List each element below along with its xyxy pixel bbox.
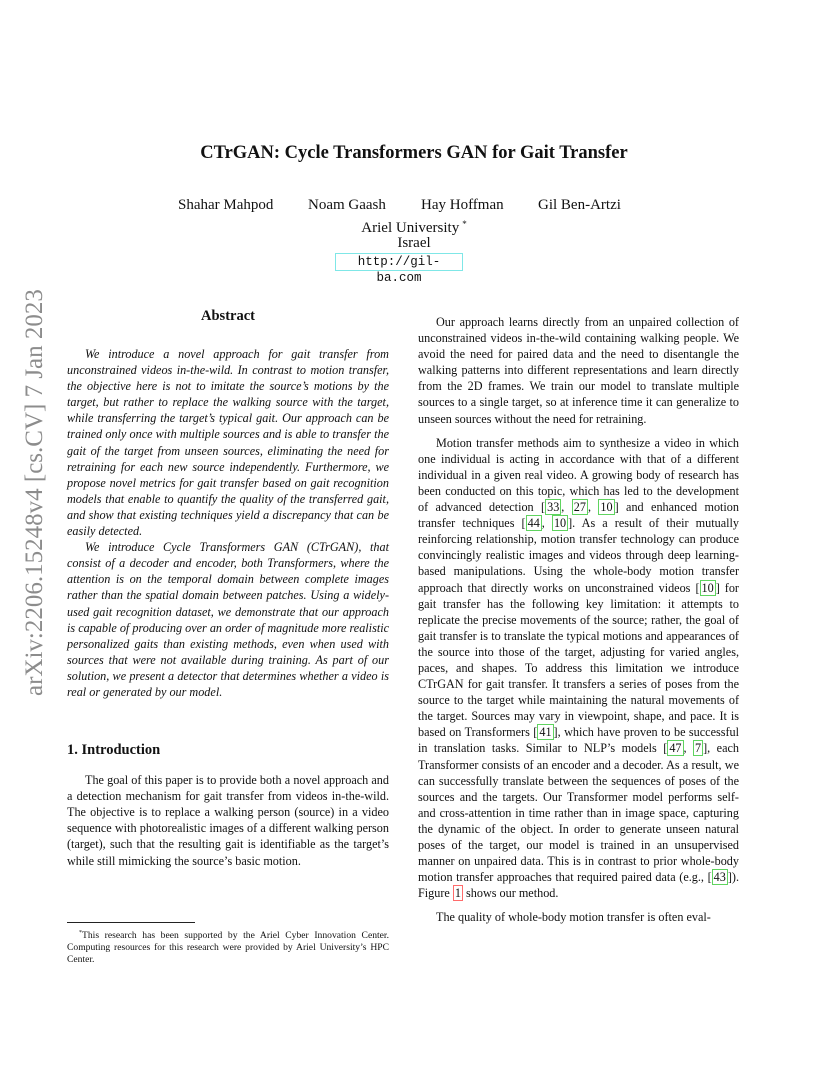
citation-link[interactable]: 41 <box>539 725 552 740</box>
introduction-paragraph: The goal of this paper is to provide both a novel approach and a detection mechanism for gait transfer from videos in-the-wild. The objective is to replace a walking person (source) in a video sequence with photorealistic images of a different walking person (target), such that the resulting gait is identifiable as the target’s while still mimicking the source’s basic motion. <box>67 773 389 868</box>
introduction-heading: 1. Introduction <box>67 742 161 759</box>
footnote-divider <box>67 922 195 923</box>
paper-title: CTrGAN: Cycle Transformers GAN for Gait Transfer <box>200 143 628 163</box>
abstract-paragraph: We introduce Cycle Transformers GAN (CTrGAN), that consist of a decoder and encoder, both Transformers, where the attention is on the temporal domain between complete images rather than the spatial domain between patches. Using a widely-used gait recognition dataset, we demonstrate that our approach is capable of producing over an order of magnitude more realistic personalized gaits than existing methods, even when used with sources that were not available during training. As part of our solution, we present a detector that determines whether a video is real or generated by our model. <box>67 540 389 699</box>
footnote-marker[interactable]: * <box>462 219 467 229</box>
citation-link[interactable]: 10 <box>600 500 613 515</box>
right-column <box>418 314 739 925</box>
citation-link[interactable]: 10 <box>701 580 714 595</box>
citation-link[interactable]: 33 <box>547 500 560 515</box>
figure-reference-link[interactable]: 1 <box>454 886 461 901</box>
arxiv-identifier: arXiv:2206.15248v4 [cs.CV] 7 Jan 2023 <box>21 289 48 696</box>
author-name: Noam Gaash <box>308 197 386 213</box>
footnote-mark: * <box>79 930 82 936</box>
citation-link[interactable]: 47 <box>669 741 682 756</box>
body-paragraph: Our approach learns directly from an unpaired collection of unconstrained videos in-the-wild containing walking people. We avoid the need for paired data and the need to disentangle the walking patterns into different representations and learn directly from the 2D frames. We train our model to translate multiple sources to a single target, so at inference time it can generalize to unseen sources without the need for retraining. <box>418 315 739 426</box>
abstract-heading: Abstract <box>201 308 255 324</box>
citation-link[interactable]: 10 <box>553 516 567 531</box>
homepage-link[interactable]: http://gil-ba.com <box>335 253 463 271</box>
author-name: Hay Hoffman <box>421 197 504 213</box>
author-name: Gil Ben-Artzi <box>538 197 621 213</box>
footnote-text: This research has been supported by the Ariel Cyber Innovation Center. Computing resources for this research were provided by Ariel University’s HPC Center. <box>67 930 389 966</box>
citation-link[interactable]: 43 <box>713 870 726 885</box>
footnote <box>67 927 389 967</box>
country: Israel <box>397 235 431 251</box>
body-paragraph: The quality of whole-body motion transfer is often eval- <box>436 910 711 925</box>
affiliation-name: Ariel University <box>361 220 460 236</box>
abstract-paragraph: We introduce a novel approach for gait transfer from unconstrained videos in-the-wild. In contrast to motion transfer, the objective here is not to imitate the source’s motions by the target, but rather to replace the walking source with the target, while transferring the target’s typical gait. Our approach can be trained only once with multiple sources and is able to transfer the gait of the target from unseen sources, eliminating the need for retraining for each new source independently. Furthermore, we propose novel metrics for gait transfer based on gait recognition models that enable to quantify the quality of the transferred gait, and show that existing techniques yield a discrepancy that can be easily detected. <box>67 347 389 539</box>
left-column <box>67 306 389 869</box>
citation-link[interactable]: 44 <box>527 516 540 531</box>
citation-link[interactable]: 7 <box>695 741 702 756</box>
abstract-section <box>67 306 389 700</box>
author-list <box>150 195 678 215</box>
body-paragraph: Motion transfer methods aim to synthesize a video in which one individual is acting in accordance with that of a different individual in a given real video. A growing body of research has been conducted on this topic, which has led to the development of advanced detection [ 33 , 27 , 10 ] and enhanced motion transfer techniques [ 44 , 10 ]. As a result of their mutually reinforcing relationship, motion transfer technology can produce convincingly realistic images and videos through deep learning-based manipulations. Using the whole-body motion transfer approach that directly works on unconstrained videos [ 10 ] for gait transfer has the following key limitation: it attempts to replicate the precise movements of the source; rather, the goal of gait transfer is to translate the typical motions and appearances of the source into those of the target, adjusting for varied angles, paces, and shapes. To address this limitation we introduce CTrGAN for gait transfer. It transfers a series of poses from the source to the target while maintaining the natural movements of the target. Sources may vary in viewpoint, shape, and pace. It is based on Transformers [ 41 ], which have proven to be successful in translation tasks. Similar to NLP’s models [ 47 , 7 ], each Transformer consists of an encoder and a decoder. As a result, we can successfully translate between the sequences of poses of the sources and the targets. Our Transformer model performs self- and cross-attention in time rather than in image space, capturing the dynamic of the object. In order to generate unseen natural poses of the target, our model is trained in an unsupervised manner on unpaired data. This is in contrast to prior whole-body motion transfer approaches that required paired data (e.g., [ 43 ]). Figure 1 shows our method. <box>418 435 740 901</box>
introduction-section <box>67 772 389 869</box>
citation-link[interactable]: 27 <box>573 500 586 515</box>
author-name: Shahar Mahpod <box>178 197 274 213</box>
